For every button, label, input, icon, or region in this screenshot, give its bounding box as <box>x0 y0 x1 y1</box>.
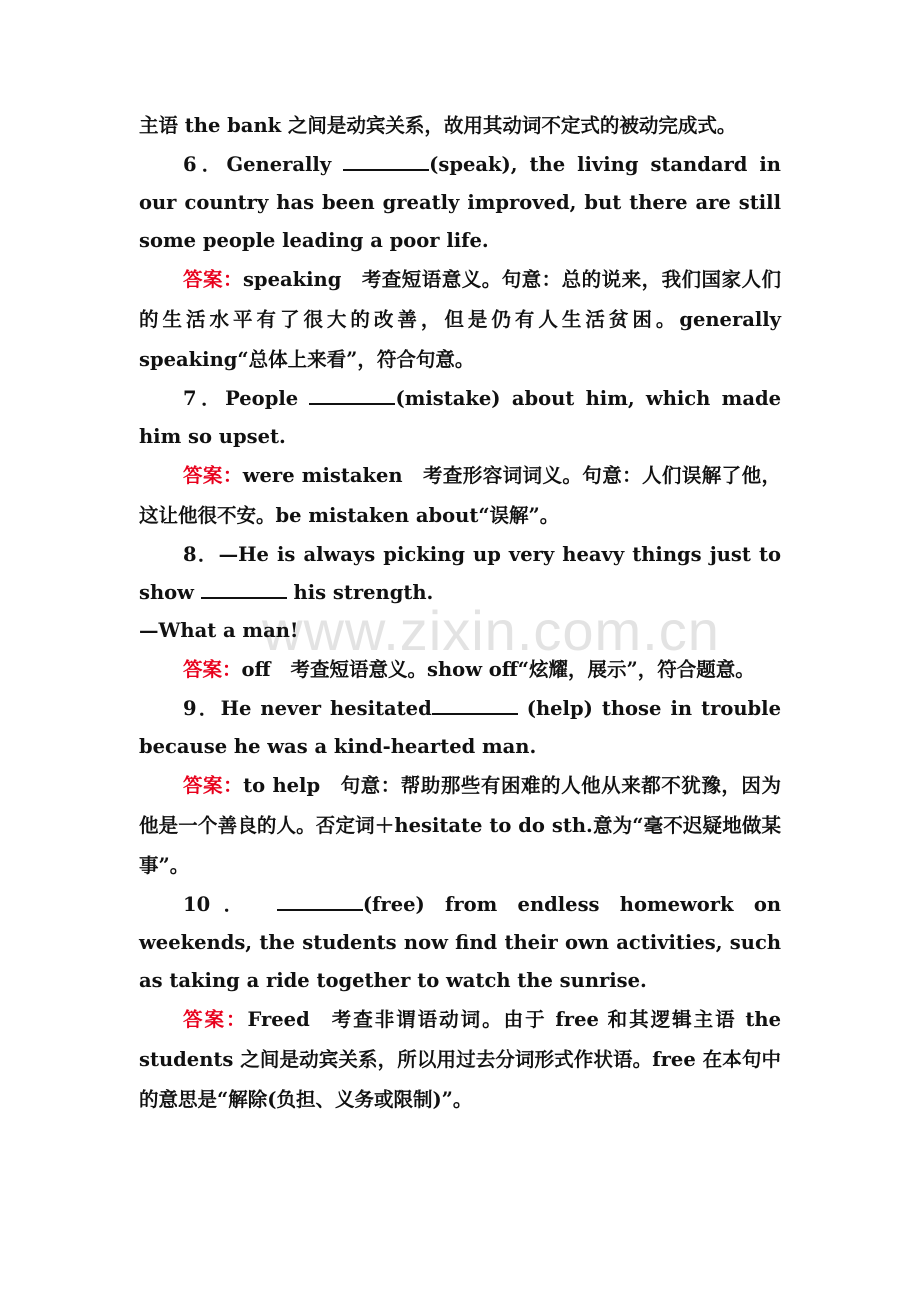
answer-value: speaking <box>242 268 342 291</box>
question-text-post: (free) from endless homework on weekends, the students now find their own activities, such as taking a ride together to watch the sunrise. <box>139 893 782 992</box>
answer-blank <box>343 151 429 171</box>
question-text-post: (mistake) about him, which made him so upset. <box>139 387 781 448</box>
question-number: 9． <box>183 697 221 720</box>
question-number: 10． <box>183 893 257 916</box>
question-text-pre: Generally <box>226 153 344 176</box>
question-9 <box>139 690 781 766</box>
answer-explanation: 考查短语意义。show off“炫耀，展示”，符合题意。 <box>290 658 755 681</box>
answer-value: off <box>241 658 271 681</box>
answer-explanation: 考查形容词词义。句意：人们误解了他，这让他很不安。be mistaken about“误解”。 <box>139 464 781 527</box>
answer-explanation: 考查非谓语动词。由于 free 和其逻辑主语 the students 之间是动宾关系，所以用过去分词形式作状语。free 在本句中的意思是“解除(负担、义务或限制)”。 <box>139 1008 781 1111</box>
question-10 <box>139 886 781 1000</box>
answer-10 <box>139 1000 781 1120</box>
question-8-reply: —What a man! <box>139 619 299 642</box>
answer-value: Freed <box>247 1008 310 1031</box>
question-text-pre: He never hesitated <box>220 697 432 720</box>
answer-explanation: 句意：帮助那些有困难的人他从来都不犹豫，因为他是一个善良的人。否定词＋hesitate to do sth.意为“毫不迟疑地做某事”。 <box>139 774 781 877</box>
answer-value: were mistaken <box>242 464 403 487</box>
answer-label: 答案： <box>183 774 244 797</box>
answer-blank <box>309 385 395 405</box>
answer-label: 答案： <box>183 268 243 291</box>
document-page <box>139 106 781 1120</box>
answer-label: 答案： <box>183 464 243 487</box>
question-number: 8． <box>183 543 219 566</box>
question-text-pre: —He is always picking up very heavy things just to show <box>139 543 781 604</box>
answer-explanation: 考查短语意义。句意：总的说来，我们国家人们的生活水平有了很大的改善，但是仍有人生活贫困。generally speaking“总体上来看”，符合句意。 <box>139 268 781 371</box>
answer-blank <box>201 579 287 599</box>
intro-line: 主语 the bank 之间是动宾关系，故用其动词不定式的被动完成式。 <box>139 114 737 137</box>
answer-label: 答案： <box>183 1008 248 1031</box>
question-8 <box>139 536 781 612</box>
question-text-post: (help) those in trouble because he was a kind-hearted man. <box>139 697 781 758</box>
question-text-pre: People <box>225 387 310 410</box>
question-text-post: his strength. <box>286 581 434 604</box>
question-6 <box>139 146 781 260</box>
question-text-pre <box>257 893 277 916</box>
answer-blank <box>432 695 518 715</box>
question-number: 7． <box>183 387 226 410</box>
watermark: www.zixin.com.cn <box>262 599 720 662</box>
answer-blank <box>277 891 363 911</box>
answer-7 <box>139 456 781 536</box>
question-number: 6． <box>183 153 227 176</box>
answer-6 <box>139 260 781 380</box>
answer-9 <box>139 766 781 886</box>
answer-label: 答案： <box>183 658 242 681</box>
question-7 <box>139 380 781 456</box>
question-text-post: (speak), the living standard in our country has been greatly improved, but there are still some people leading a poor life. <box>139 153 781 252</box>
answer-8 <box>139 650 781 690</box>
answer-value: to help <box>243 774 321 797</box>
